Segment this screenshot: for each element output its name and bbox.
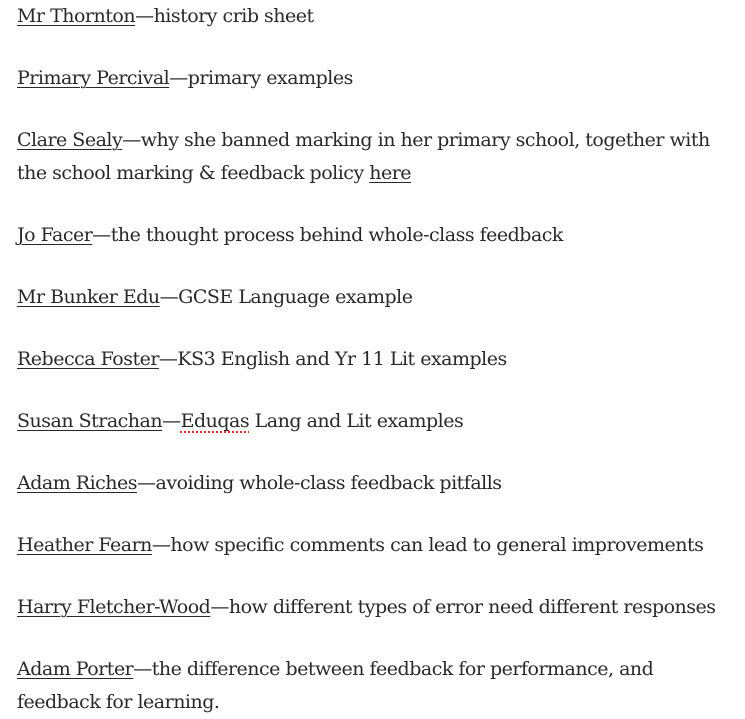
- entry-description: GCSE Language example: [178, 286, 413, 308]
- entry-description: why she banned marking in her primary school, together with the school marking & feedback policy: [17, 129, 710, 184]
- list-item: [17, 219, 722, 252]
- author-link-mr-thornton[interactable]: Mr Thornton: [17, 5, 136, 27]
- author-link-primary-percival[interactable]: Primary Percival: [17, 67, 170, 89]
- em-dash: —: [210, 596, 229, 618]
- em-dash: —: [158, 348, 178, 370]
- em-dash: —: [169, 67, 188, 89]
- author-link-jo-facer[interactable]: Jo Facer: [17, 224, 93, 246]
- em-dash: —: [133, 658, 152, 680]
- author-link-rebecca-foster[interactable]: Rebecca Foster: [17, 348, 159, 370]
- list-item: [17, 405, 722, 438]
- list-item: [17, 281, 722, 314]
- entry-description: avoiding whole-class feedback pitfalls: [155, 472, 502, 494]
- author-link-mr-bunker-edu[interactable]: Mr Bunker Edu: [17, 286, 160, 308]
- em-dash: —: [122, 129, 141, 151]
- entry-description: the thought process behind whole-class feedback: [110, 224, 563, 246]
- list-item: [17, 343, 722, 376]
- author-link-susan-strachan[interactable]: Susan Strachan: [17, 410, 163, 432]
- entry-description: KS3 English and Yr 11 Lit examples: [177, 348, 507, 370]
- entry-description: how different types of error need different responses: [228, 596, 716, 618]
- author-link-harry-fletcher-wood[interactable]: Harry Fletcher-Wood: [17, 596, 211, 618]
- em-dash: —: [159, 286, 179, 308]
- list-item: [17, 0, 722, 33]
- author-link-adam-porter[interactable]: Adam Porter: [17, 658, 134, 680]
- em-dash: —: [162, 410, 181, 432]
- em-dash: —: [151, 534, 171, 556]
- policy-here-link[interactable]: here: [369, 162, 412, 184]
- entry-description: primary examples: [187, 67, 353, 89]
- entry-description: the difference between feedback for performance, and feedback for learning.: [17, 658, 654, 713]
- list-item: [17, 124, 722, 190]
- list-item: [17, 467, 722, 500]
- em-dash: —: [137, 472, 156, 494]
- list-item: [17, 62, 722, 95]
- em-dash: —: [92, 224, 111, 246]
- list-item: [17, 653, 722, 719]
- list-item: [17, 591, 722, 624]
- author-link-adam-riches[interactable]: Adam Riches: [17, 472, 138, 494]
- list-item: [17, 529, 722, 562]
- feedback-resource-list: [17, 0, 722, 719]
- author-link-heather-fearn[interactable]: Heather Fearn: [17, 534, 152, 556]
- entry-description: Lang and Lit examples: [249, 410, 464, 432]
- entry-description: how specific comments can lead to general improvements: [170, 534, 704, 556]
- entry-description: history crib sheet: [153, 5, 314, 27]
- em-dash: —: [135, 5, 154, 27]
- spellcheck-flagged-word: Eduqas: [180, 410, 250, 432]
- author-link-clare-sealy[interactable]: Clare Sealy: [17, 129, 123, 151]
